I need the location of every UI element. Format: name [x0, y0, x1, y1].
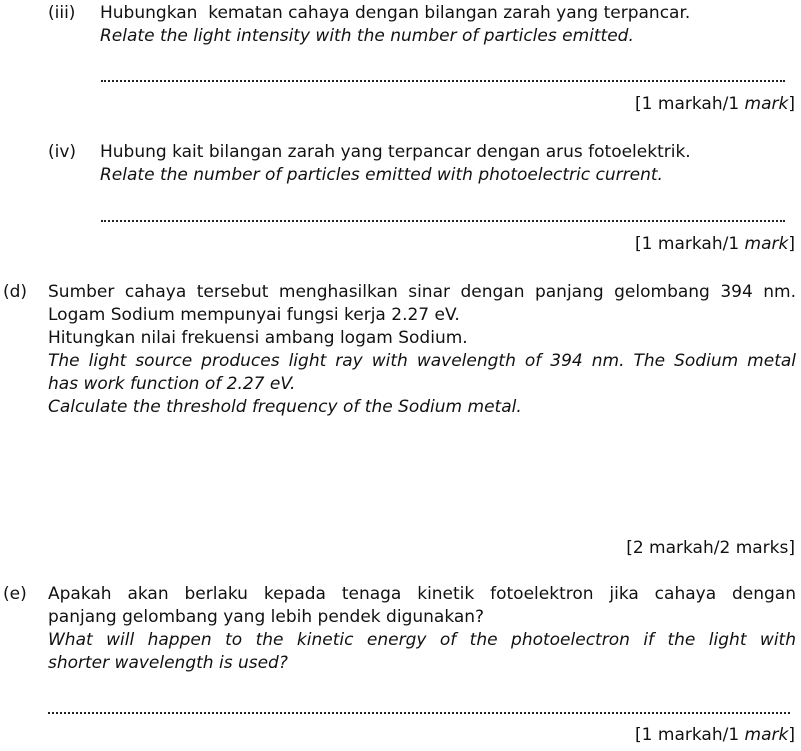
question-text-english-line: What will happen to the kinetic energy of the photoelectron if the light with [48, 630, 796, 650]
answer-line[interactable] [48, 712, 790, 714]
question-number: (e) [3, 584, 27, 604]
question-text-english-line: shorter wavelength is used? [48, 653, 288, 673]
question-text-english: Relate the number of particles emitted with photoelectric current. [100, 165, 663, 185]
answer-line[interactable] [101, 220, 785, 222]
question-text-english-line: has work function of 2.27 eV. [48, 374, 296, 394]
answer-line[interactable] [101, 80, 785, 82]
question-number: (iv) [48, 142, 77, 162]
question-text-malay-line: Sumber cahaya tersebut menghasilkan sinar dengan panjang gelombang 394 nm. [48, 282, 796, 302]
marks-label: [1 markah/1 mark] [635, 234, 795, 254]
question-text-english-line: The light source produces light ray with wavelength of 394 nm. The Sodium metal [48, 351, 796, 371]
question-text-english: Relate the light intensity with the number of particles emitted. [100, 26, 634, 46]
marks-label: [1 markah/1 mark] [635, 94, 795, 114]
question-text-malay-line: Logam Sodium mempunyai fungsi kerja 2.27 eV. [48, 305, 460, 325]
question-text-english-line: Calculate the threshold frequency of the Sodium metal. [48, 397, 522, 417]
question-text-malay-line: Hitungkan nilai frekuensi ambang logam Sodium. [48, 328, 468, 348]
question-text-malay-line: panjang gelombang yang lebih pendek digunakan? [48, 607, 485, 627]
question-number: (iii) [48, 3, 76, 23]
marks-label: [2 markah/2 marks] [626, 538, 795, 558]
question-text-malay-line: Apakah akan berlaku kepada tenaga kinetik fotoelektron jika cahaya dengan [48, 584, 796, 604]
marks-label: [1 markah/1 mark] [635, 725, 795, 745]
question-number: (d) [3, 282, 28, 302]
question-text-malay: Hubung kait bilangan zarah yang terpancar dengan arus fotoelektrik. [100, 142, 691, 162]
question-text-malay: Hubungkan kematan cahaya dengan bilangan zarah yang terpancar. [100, 3, 691, 23]
